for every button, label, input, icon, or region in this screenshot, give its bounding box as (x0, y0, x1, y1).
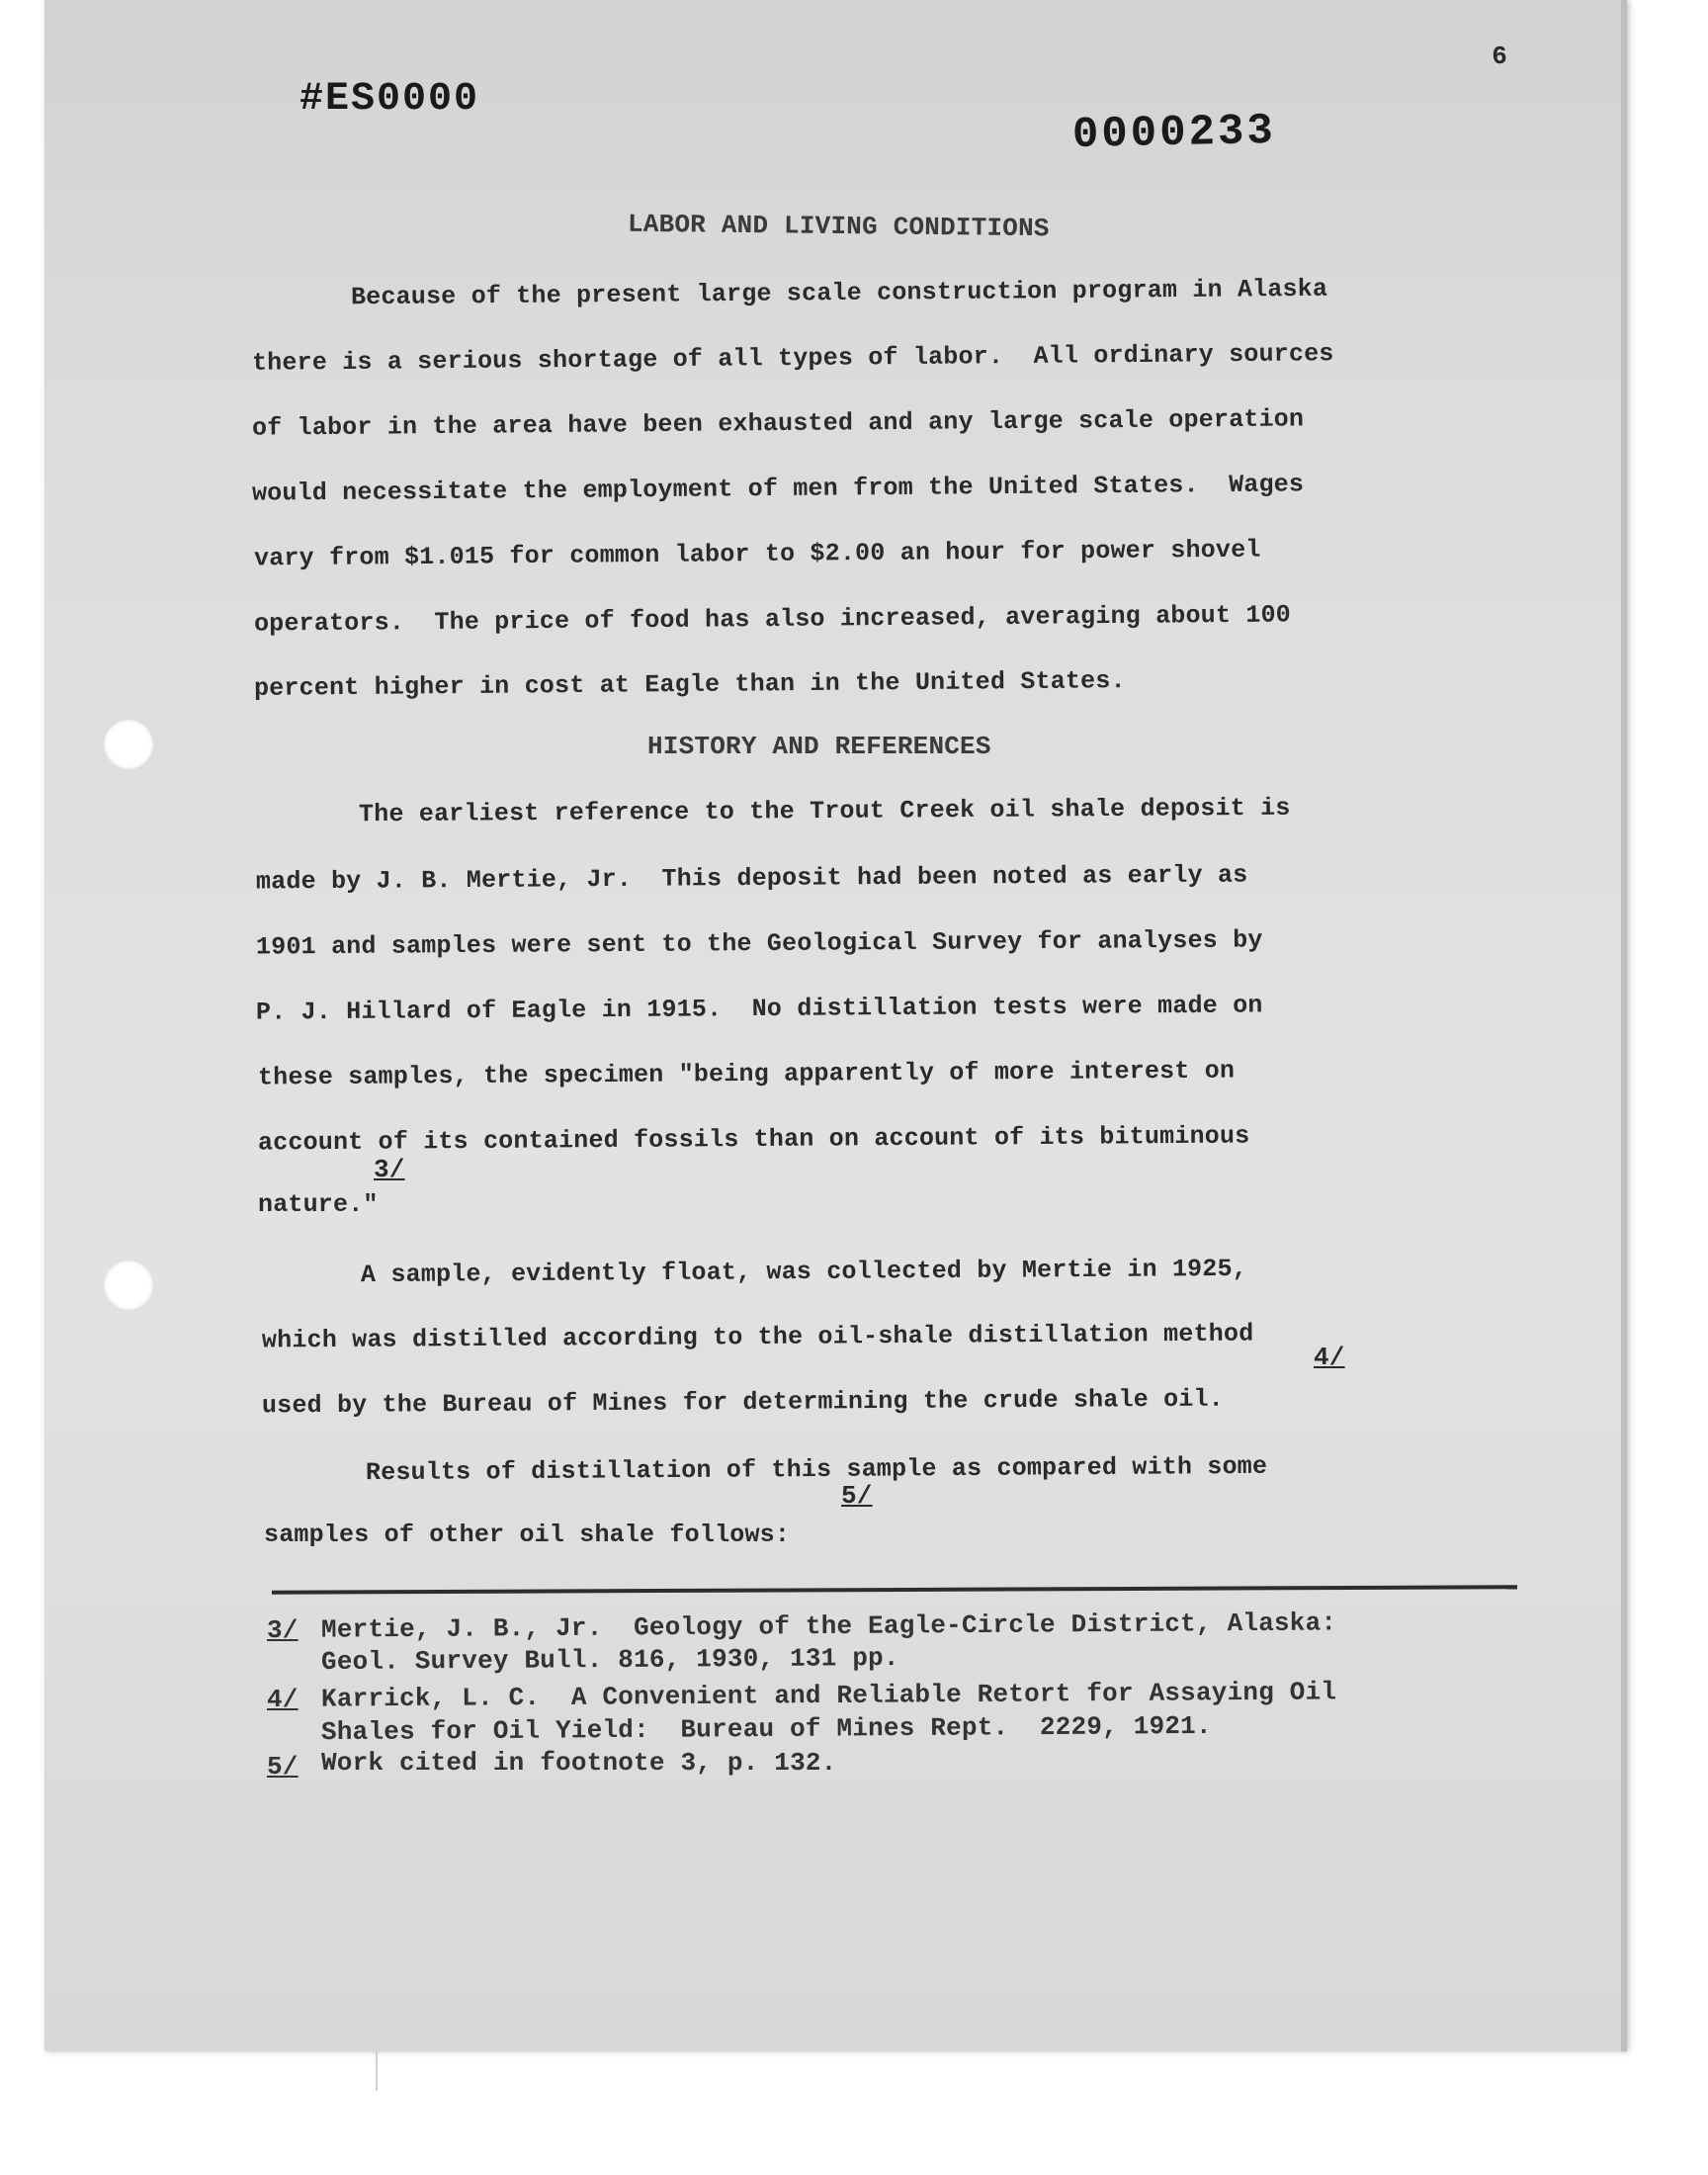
punch-hole (104, 1261, 153, 1310)
history-line: A sample, evidently float, was collected by Mertie in 1925, (360, 1254, 1248, 1290)
history-line: made by J. B. Mertie, Jr. This deposit had been noted as early as (255, 860, 1248, 897)
history-line: samples of other oil shale follows: (264, 1521, 791, 1549)
section-heading-history: HISTORY AND REFERENCES (647, 732, 991, 761)
history-line: account of its contained fossils than on account of its bituminous (257, 1121, 1250, 1158)
scan-artifact (376, 2051, 378, 2091)
punch-hole (104, 720, 153, 769)
footnote-text: Mertie, J. B., Jr. Geology of the Eagle-Circle District, Alaska: (320, 1608, 1337, 1645)
labor-line: percent higher in cost at Eagle than in the United States. (253, 666, 1126, 703)
footnote-divider (272, 1585, 1517, 1594)
section-heading-labor: LABOR AND LIVING CONDITIONS (627, 209, 1050, 244)
history-line: which was distilled according to the oil-shale distillation method (261, 1319, 1254, 1355)
footnote-marker: 3/ (267, 1615, 299, 1645)
serial-number-stamp: 0000233 (1071, 106, 1277, 161)
footnote-text: Work cited in footnote 3, p. 132. (321, 1748, 837, 1778)
history-line: P. J. Hillard of Eagle in 1915. No distillation tests were made on (255, 991, 1263, 1027)
labor-line: there is a serious shortage of all types of labor. All ordinary sources (251, 339, 1334, 378)
footnote-reference: 5/ (841, 1481, 873, 1511)
labor-line: operators. The price of food has also increased, averaging about 100 (253, 600, 1292, 639)
footnote-reference: 3/ (374, 1155, 405, 1184)
footnote-reference: 4/ (1314, 1343, 1345, 1372)
labor-line: vary from $1.015 for common labor to $2.00 an hour for power shovel (253, 535, 1261, 573)
history-line: used by the Bureau of Mines for determining the crude shale oil. (261, 1384, 1225, 1421)
history-line: The earliest reference to the Trout Creek oil shale deposit is (358, 793, 1291, 829)
footnote-text: Geol. Survey Bull. 816, 1930, 131 pp. (320, 1642, 899, 1678)
history-line: 1901 and samples were sent to the Geological Survey for analyses by (255, 925, 1263, 962)
history-line: Results of distillation of this sample as compared with some (365, 1451, 1268, 1488)
footnote-marker: 5/ (267, 1752, 299, 1782)
footnote-text: Karrick, L. C. A Convenient and Reliable Retort for Assaying Oil (320, 1677, 1337, 1714)
labor-line: of labor in the area have been exhausted and any large scale operation (251, 404, 1305, 443)
labor-line: Because of the present large scale construction program in Alaska (350, 274, 1328, 312)
page-number: 6 (1492, 42, 1507, 71)
history-line: nature." (258, 1190, 379, 1219)
footnote-marker: 4/ (267, 1685, 299, 1714)
footnote-text: Shales for Oil Yield: Bureau of Mines Rept. 2229, 1921. (320, 1710, 1212, 1748)
document-page (44, 0, 1627, 2051)
labor-line: would necessitate the employment of men from the United States. Wages (251, 470, 1305, 508)
document-id-stamp: #ES0000 (299, 77, 480, 122)
history-line: these samples, the specimen "being apparently of more interest on (257, 1056, 1236, 1092)
